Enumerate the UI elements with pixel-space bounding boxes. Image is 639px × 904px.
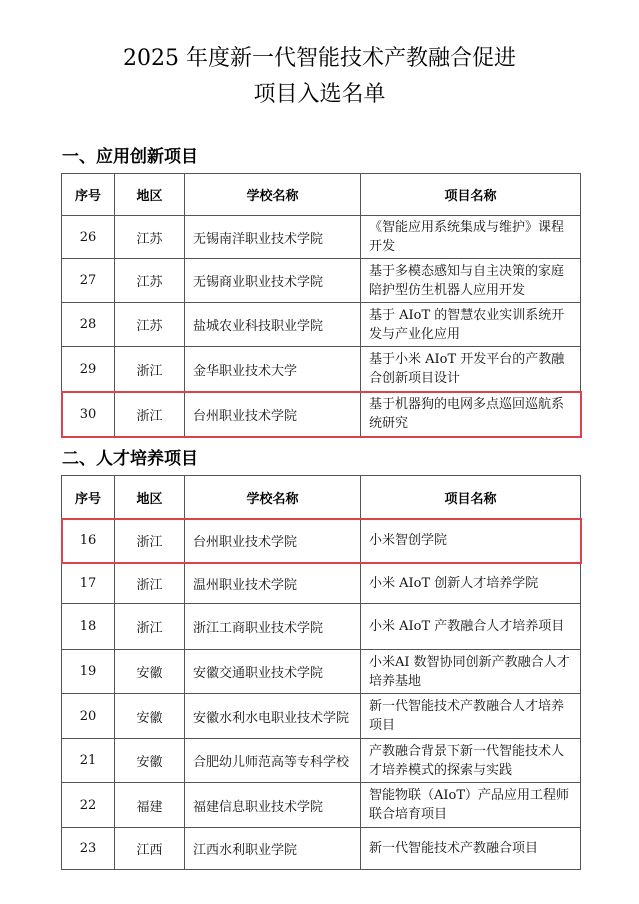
header-no: 序号 <box>62 476 115 519</box>
row-number: 16 <box>62 519 115 563</box>
row-project-name: 小米AI 数智协同创新产教融合人才培养基地 <box>361 650 581 694</box>
row-school-name: 盐城农业科技职业学院 <box>185 303 361 347</box>
row-school-name: 台州职业技术学院 <box>185 519 361 563</box>
table-row <box>62 739 581 783</box>
row-project-name: 智能物联（AIoT）产品应用工程师联合培育项目 <box>361 783 581 828</box>
table-row <box>62 783 581 828</box>
row-school-name: 合肥幼儿师范高等专科学校 <box>185 739 361 783</box>
row-project-name: 小米 AIoT 创新人才培养学院 <box>361 563 581 604</box>
row-school-name: 安徽水利水电职业技术学院 <box>185 694 361 739</box>
row-project-name: 小米 AIoT 产教融合人才培养项目 <box>361 604 581 650</box>
row-number: 30 <box>62 392 115 437</box>
row-project-name: 产教融合背景下新一代智能技术人才培养模式的探索与实践 <box>361 739 581 783</box>
row-number: 20 <box>62 694 115 739</box>
row-project-name: 基于多模态感知与自主决策的家庭陪护型仿生机器人应用开发 <box>361 259 581 303</box>
table-row <box>62 303 581 347</box>
table-row <box>62 259 581 303</box>
row-school-name: 无锡南洋职业技术学院 <box>185 216 361 259</box>
row-number: 27 <box>62 259 115 303</box>
row-school-name: 金华职业技术大学 <box>185 347 361 392</box>
row-region: 浙江 <box>115 519 185 563</box>
row-region: 江西 <box>115 828 185 870</box>
section-heading-talent: 二、人才培养项目 <box>62 449 198 469</box>
row-project-name: 小米智创学院 <box>361 519 581 563</box>
row-project-name: 新一代智能技术产教融合项目 <box>361 828 581 870</box>
table-row <box>62 694 581 739</box>
row-region: 福建 <box>115 783 185 828</box>
row-region: 浙江 <box>115 347 185 392</box>
header-school: 学校名称 <box>185 174 361 216</box>
row-region: 江苏 <box>115 216 185 259</box>
table-row <box>62 604 581 650</box>
row-number: 23 <box>62 828 115 870</box>
row-school-name: 无锡商业职业技术学院 <box>185 259 361 303</box>
row-school-name: 安徽交通职业技术学院 <box>185 650 361 694</box>
section-heading-application: 一、应用创新项目 <box>62 147 198 167</box>
row-region: 江苏 <box>115 303 185 347</box>
row-number: 18 <box>62 604 115 650</box>
row-project-name: 新一代智能技术产教融合人才培养项目 <box>361 694 581 739</box>
row-project-name: 基于小米 AIoT 开发平台的产教融合创新项目设计 <box>361 347 581 392</box>
row-number: 22 <box>62 783 115 828</box>
document-title-line1: 2025 年度新一代智能技术产教融合促进 <box>123 46 516 71</box>
row-region: 安徽 <box>115 650 185 694</box>
row-number: 29 <box>62 347 115 392</box>
table-row <box>62 392 581 437</box>
row-region: 安徽 <box>115 739 185 783</box>
row-region: 江苏 <box>115 259 185 303</box>
header-no: 序号 <box>62 174 115 216</box>
row-project-name: 《智能应用系统集成与维护》课程开发 <box>361 216 581 259</box>
row-number: 17 <box>62 563 115 604</box>
row-region: 安徽 <box>115 694 185 739</box>
table-row <box>62 828 581 870</box>
row-number: 28 <box>62 303 115 347</box>
application-innovation-table <box>61 173 581 437</box>
header-region: 地区 <box>115 174 185 216</box>
table-row <box>62 650 581 694</box>
row-project-name: 基于机器狗的电网多点巡回巡航系统研究 <box>361 392 581 437</box>
table-row <box>62 347 581 392</box>
header-project: 项目名称 <box>361 174 581 216</box>
table-header-row <box>62 174 581 216</box>
row-school-name: 台州职业技术学院 <box>185 392 361 437</box>
header-project: 项目名称 <box>361 476 581 519</box>
row-number: 26 <box>62 216 115 259</box>
header-region: 地区 <box>115 476 185 519</box>
table-row <box>62 216 581 259</box>
row-number: 21 <box>62 739 115 783</box>
table-header-row <box>62 476 581 519</box>
document-title-line2: 项目入选名单 <box>253 82 386 107</box>
row-project-name: 基于 AIoT 的智慧农业实训系统开发与产业化应用 <box>361 303 581 347</box>
table-row <box>62 563 581 604</box>
row-region: 浙江 <box>115 563 185 604</box>
talent-training-table <box>61 475 581 870</box>
row-region: 浙江 <box>115 604 185 650</box>
row-region: 浙江 <box>115 392 185 437</box>
row-school-name: 江西水利职业学院 <box>185 828 361 870</box>
table-row <box>62 519 581 563</box>
row-school-name: 浙江工商职业技术学院 <box>185 604 361 650</box>
row-school-name: 温州职业技术学院 <box>185 563 361 604</box>
row-number: 19 <box>62 650 115 694</box>
row-school-name: 福建信息职业技术学院 <box>185 783 361 828</box>
header-school: 学校名称 <box>185 476 361 519</box>
